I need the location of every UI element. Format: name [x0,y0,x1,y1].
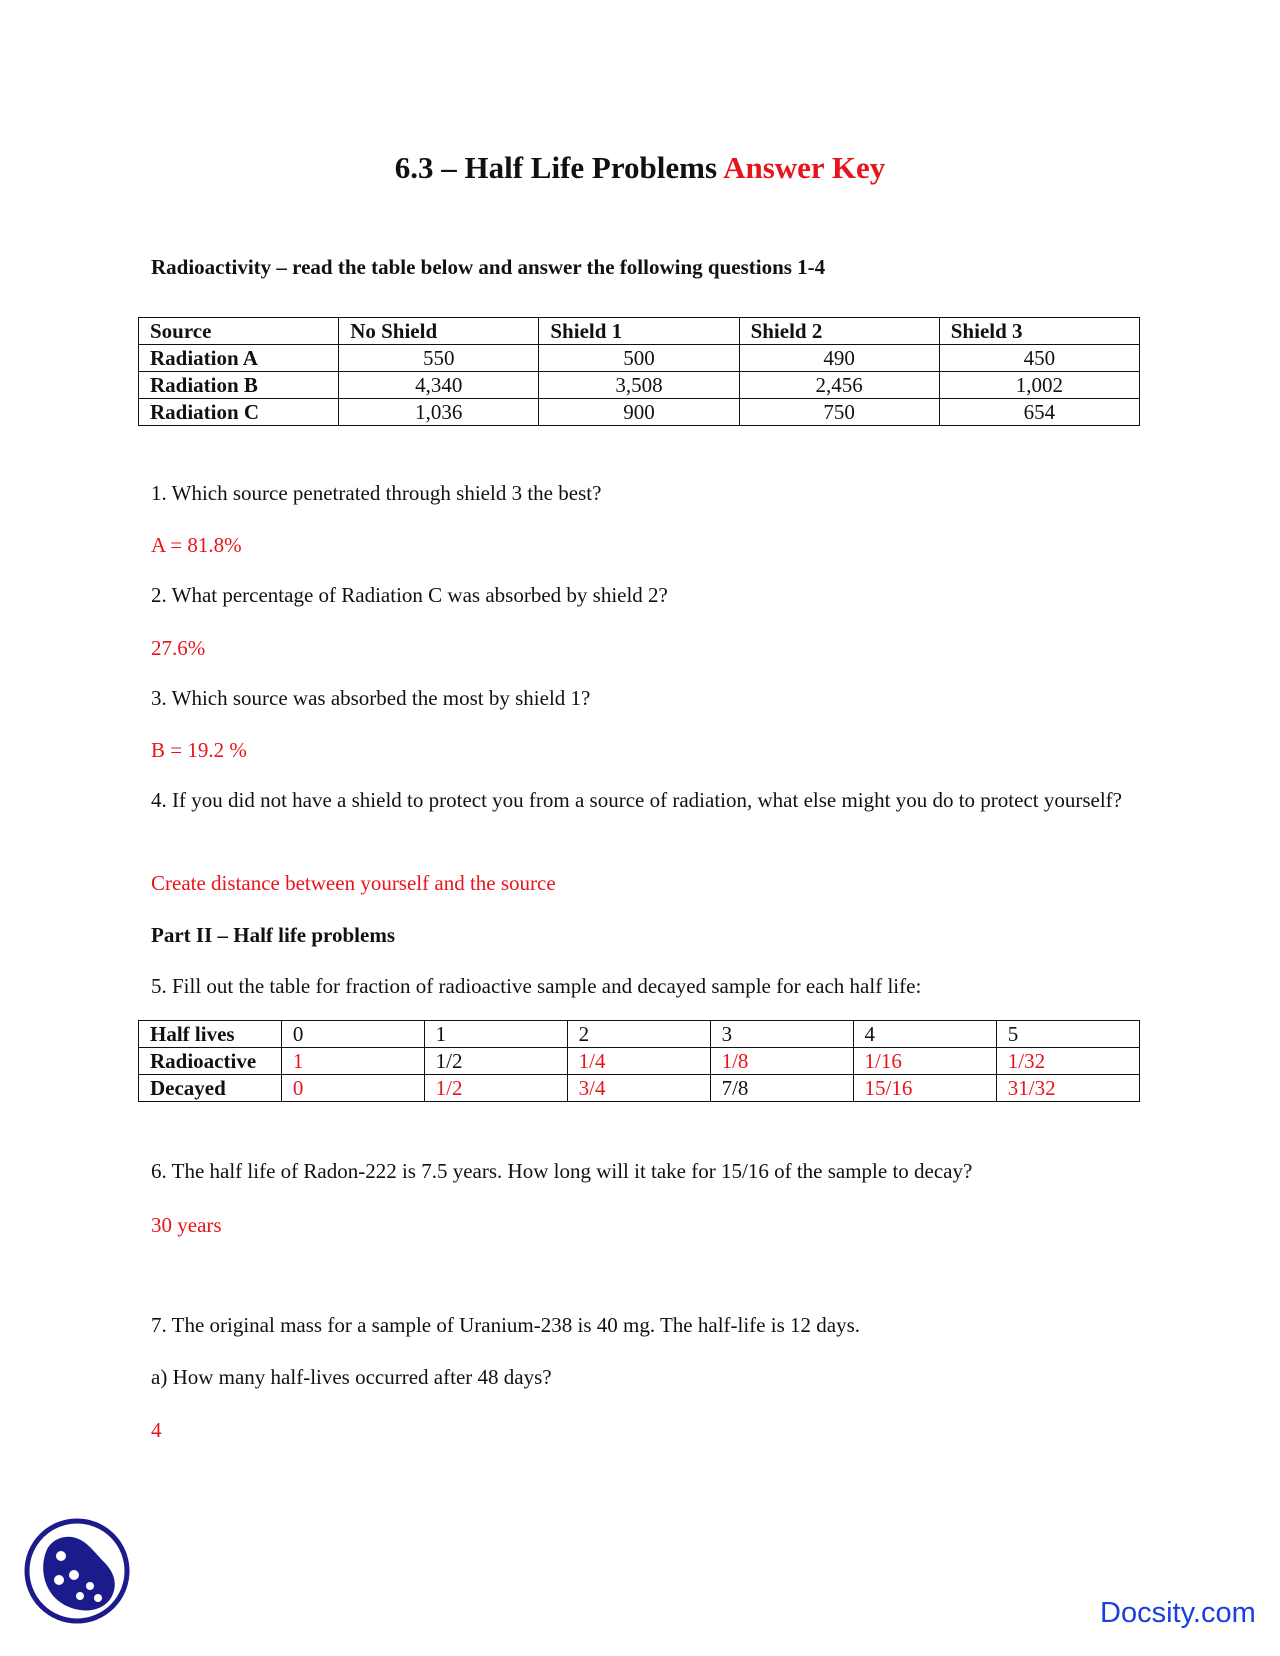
half-table-row-half-lives [139,1021,1140,1048]
section1-heading: Radioactivity – read the table below and answer the following questions 1-4 [151,255,826,279]
shield-table-header-row [139,318,1140,345]
shield-table-row [139,372,1140,399]
answer-4: Create distance between yourself and the source [151,871,556,895]
shield-table-cell: 450 [939,345,1139,372]
shield-table-cell: 4,340 [339,372,539,399]
half-table-cell: 2 [567,1021,710,1048]
page-title-main: 6.3 – Half Life Problems [394,150,718,185]
half-table-cell: 1 [424,1021,567,1048]
answer-3: B = 19.2 % [151,738,247,762]
shield-table-cell: 750 [739,399,939,426]
shield-table-cell: 500 [539,345,739,372]
shield-table-source: Radiation C [139,399,339,426]
half-table-cell: 3 [710,1021,853,1048]
answer-1: A = 81.8% [151,533,242,557]
half-table-row-label: Decayed [139,1075,282,1102]
half-table-cell: 0 [281,1075,424,1102]
shield-table-cell: 654 [939,399,1139,426]
half-table-cell: 31/32 [996,1075,1139,1102]
shield-table-row [139,399,1140,426]
question-7a: a) How many half-lives occurred after 48 days? [151,1365,552,1389]
half-table-cell: 7/8 [710,1075,853,1102]
shield-table-cell: 490 [739,345,939,372]
page-title [0,148,1280,188]
half-table-cell: 4 [853,1021,996,1048]
half-table-cell: 1 [281,1048,424,1075]
half-table-cell: 0 [281,1021,424,1048]
section2-heading: Part II – Half life problems [151,923,396,947]
half-table-cell: 1/2 [424,1075,567,1102]
shield-table-row [139,345,1140,372]
shield-table-header: Shield 1 [539,318,739,345]
docsity-brand-link[interactable]: Docsity.com [1100,1597,1256,1629]
half-table-cell: 1/16 [853,1048,996,1075]
answer-7a: 4 [151,1418,162,1442]
question-1: 1. Which source penetrated through shield 3 the best? [151,481,602,505]
shield-table-header: Shield 2 [739,318,939,345]
question-7: 7. The original mass for a sample of Uranium-238 is 40 mg. The half-life is 12 days. [151,1313,860,1337]
half-table-row-radioactive [139,1048,1140,1075]
shield-table-cell: 1,036 [339,399,539,426]
half-table-cell: 1/4 [567,1048,710,1075]
half-table-row-decayed [139,1075,1140,1102]
shield-table-cell: 900 [539,399,739,426]
shield-table-source: Radiation B [139,372,339,399]
question-3: 3. Which source was absorbed the most by shield 1? [151,686,591,710]
half-table-row-label: Radioactive [139,1048,282,1075]
shield-table-cell: 550 [339,345,539,372]
half-table-cell: 1/32 [996,1048,1139,1075]
question-5: 5. Fill out the table for fraction of radioactive sample and decayed sample for each half life: [151,974,922,998]
answer-6: 30 years [151,1213,222,1237]
half-table-row-label: Half lives [139,1021,282,1048]
question-4: 4. If you did not have a shield to protect you from a source of radiation, what else might you do to protect yourself? [151,788,1122,812]
answer-2: 27.6% [151,636,206,660]
shield-table-cell: 1,002 [939,372,1139,399]
page-title-accent: Answer Key [723,150,886,185]
shield-table-cell: 3,508 [539,372,739,399]
docsity-logo-icon[interactable] [22,1516,132,1626]
half-table-cell: 1/8 [710,1048,853,1075]
question-6: 6. The half life of Radon-222 is 7.5 years. How long will it take for 15/16 of the sample to decay? [151,1159,973,1183]
half-table-cell: 15/16 [853,1075,996,1102]
shield-table-source: Radiation A [139,345,339,372]
half-life-table [138,1020,1140,1102]
shield-table-header: Source [139,318,339,345]
half-table-cell: 3/4 [567,1075,710,1102]
question-2: 2. What percentage of Radiation C was absorbed by shield 2? [151,583,668,607]
half-table-cell: 5 [996,1021,1139,1048]
shield-table [138,317,1140,426]
shield-table-cell: 2,456 [739,372,939,399]
half-table-cell: 1/2 [424,1048,567,1075]
shield-table-header: Shield 3 [939,318,1139,345]
shield-table-header: No Shield [339,318,539,345]
